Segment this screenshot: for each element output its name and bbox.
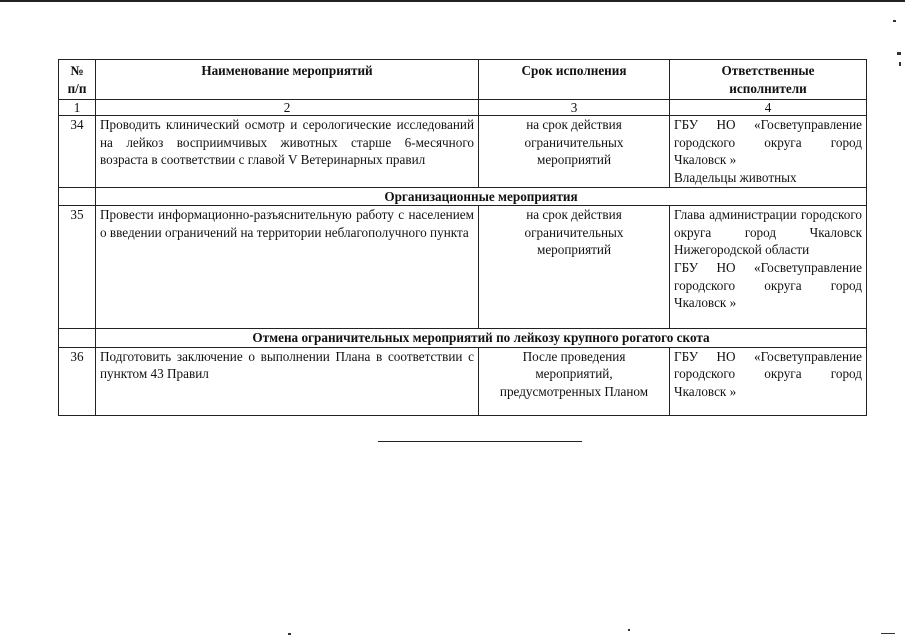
measure-responsible	[670, 116, 867, 187]
measure-name: Проводить клинический осмотр и серологические исследований на лейкоз восприимчивых животных старше 6-месячного возраста в соответствии с главой V Ветеринарных правил	[96, 116, 479, 187]
term-line: мероприятий	[536, 242, 612, 258]
measure-term	[479, 116, 670, 187]
term-line: на срок действия	[526, 207, 622, 223]
col-index-2: 2	[96, 100, 479, 116]
scan-speck	[899, 62, 901, 66]
header-num-line-2: п/п	[67, 80, 87, 96]
responsible-line: Владельцы животных	[674, 169, 797, 185]
measure-responsible	[670, 206, 867, 329]
header-num-line-1: №	[70, 63, 84, 78]
measure-name: Провести информационно-разъяснительную работу с населением о введении ограничений на территории неблагополучного пункта	[96, 206, 479, 329]
section-title-organizational: Организационные мероприятия	[96, 187, 867, 206]
table-row	[59, 206, 867, 329]
header-resp-line-1: Ответственные	[721, 63, 815, 78]
measures-table	[58, 59, 867, 416]
header-row	[59, 60, 867, 100]
section-row	[59, 329, 867, 348]
scan-speck	[881, 633, 895, 634]
table-row	[59, 347, 867, 415]
section-title-cancellation: Отмена ограничительных мероприятий по лейкозу крупного рогатого скота	[96, 329, 867, 348]
measure-term	[479, 347, 670, 415]
term-line: После проведения	[522, 348, 626, 364]
scan-speck	[628, 629, 630, 631]
row-number: 34	[59, 116, 96, 187]
header-resp	[670, 60, 867, 100]
measure-name: Подготовить заключение о выполнении Плана в соответствии с пунктом 43 Правил	[96, 347, 479, 415]
measure-term	[479, 206, 670, 329]
responsible-line: ГБУ НО «Госветуправление городского округа город Чкаловск »	[674, 117, 862, 168]
end-of-document-rule	[378, 441, 582, 442]
header-num	[59, 60, 96, 100]
section-row	[59, 187, 867, 206]
scan-top-edge	[0, 0, 905, 2]
term-line: ограничительных	[524, 224, 624, 240]
scan-speck	[897, 52, 901, 55]
header-resp-line-2: исполнители	[729, 80, 807, 96]
responsible-line: ГБУ НО «Госветуправление городского округа город Чкаловск »	[674, 348, 862, 399]
scan-speck	[288, 633, 291, 635]
header-name: Наименование мероприятий	[96, 60, 479, 100]
col-index-3: 3	[479, 100, 670, 116]
section-num-cell	[59, 329, 96, 348]
row-number: 35	[59, 206, 96, 329]
col-index-1: 1	[59, 100, 96, 116]
term-line: на срок действия	[526, 117, 622, 133]
col-index-4: 4	[670, 100, 867, 116]
column-index-row	[59, 100, 867, 116]
term-line: ограничительных	[524, 134, 624, 150]
responsible-line: ГБУ НО «Госветуправление городского округа город Чкаловск »	[674, 259, 862, 311]
scan-speck	[893, 20, 896, 22]
term-line: мероприятий,	[535, 366, 613, 382]
measure-responsible	[670, 347, 867, 415]
term-line: мероприятий	[536, 152, 612, 168]
table-row	[59, 116, 867, 187]
term-line: предусмотренных Планом	[499, 383, 649, 399]
row-number: 36	[59, 347, 96, 415]
header-term: Срок исполнения	[479, 60, 670, 100]
responsible-line: Глава администрации городского округа город Чкаловск Нижегородской области	[674, 207, 862, 258]
section-num-cell	[59, 187, 96, 206]
